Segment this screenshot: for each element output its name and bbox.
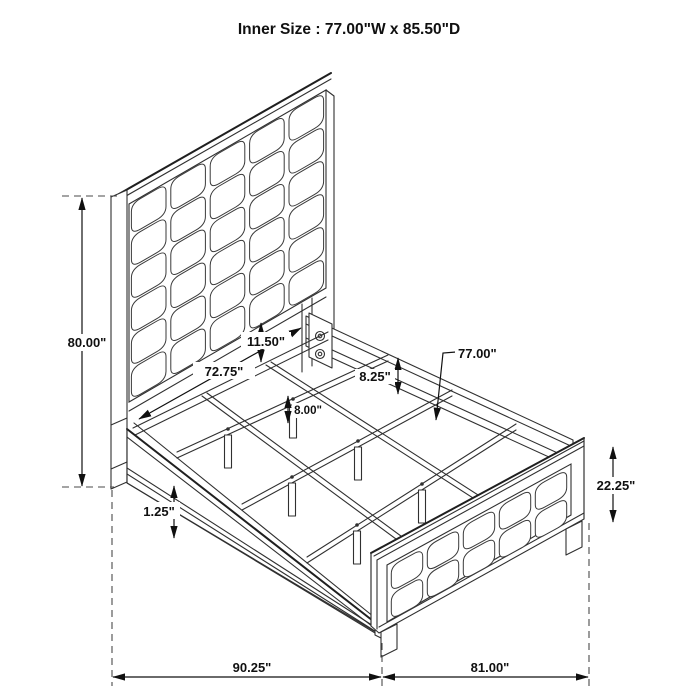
headboard [111,73,334,489]
slat-screw-dot [226,427,230,431]
slat-screw-dot [291,397,295,401]
slat-support-leg [355,447,362,480]
slat-support-leg [354,531,361,564]
dim-label-headboard-height: 80.00" [67,335,107,350]
slat-screw-dot [356,439,360,443]
dim-label-panel-gap: 11.50" [247,334,285,349]
slat-support-leg [419,490,426,523]
headboard-tufted-grid [131,96,323,397]
dim-label-rail-height: 8.25" [359,369,391,384]
headboard-left-post [111,190,127,489]
dim-label-leg-height: 8.00" [294,405,322,417]
dim-label-footboard-height: 22.25" [596,478,636,493]
wood-side-rail [127,423,387,641]
dim-label-overall-depth: 90.25" [232,660,272,675]
dim-label-rail-trim: 1.25" [143,504,175,519]
dim-label-inner-width: 77.00" [458,346,497,361]
slat-support-leg [225,435,232,468]
dim-label-headboard-inner-width: 72.75" [204,364,244,379]
slat-screw-dot [420,482,424,486]
side-rail-top-edge [127,429,377,624]
footboard [371,438,584,657]
dim-label-overall-width: 81.00" [470,660,510,675]
slat-screw-dot [290,475,294,479]
slat-support-leg [289,483,296,516]
slat-screw-dot [355,523,359,527]
diagram-title: Inner Size : 77.00"W x 85.50"D [237,21,461,38]
